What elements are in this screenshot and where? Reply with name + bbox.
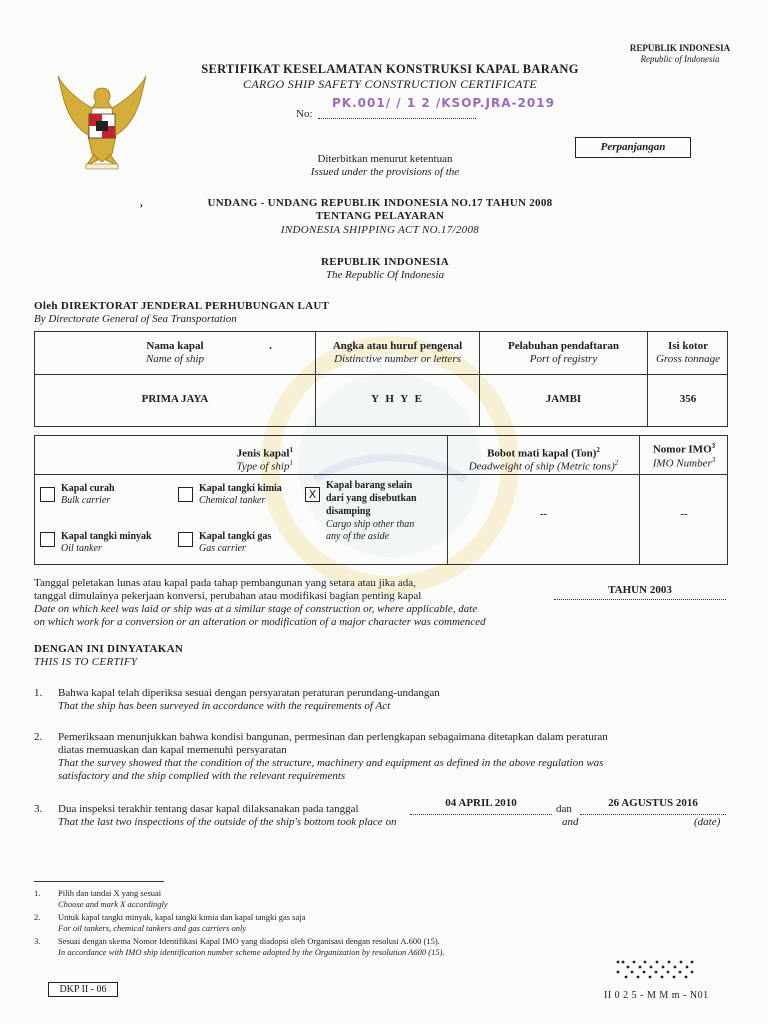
directorate-line-en: By Directorate General of Sea Transportation — [34, 313, 237, 325]
item-1-number: 1. — [34, 687, 43, 699]
bulk-carrier-checkbox[interactable] — [40, 487, 55, 502]
republic-title-en: The Republic Of Indonesia — [325, 269, 445, 281]
issued-under: Diterbitkan menurut ketentuan — [317, 153, 453, 165]
footnote-3-text-en: In accordance with IMO ship identification number scheme adopted by the Organization by resolution A600 (15). — [58, 947, 445, 957]
distinctive-value: Y H Y E — [371, 393, 424, 405]
footnote-3-text: Sesuai dengan skema Nomor Identifikasi Kapal IMO yang diadopsi oleh Organisasi dengan resolusi A.600 (15). — [58, 936, 440, 946]
act-title: UNDANG - UNDANG REPUBLIK INDONESIA NO.17 TAHUN 2008 — [207, 197, 553, 209]
directorate-line: Oleh DIREKTORAT JENDERAL PERHUBUNGAN LAUT — [34, 300, 330, 312]
certificate-number-stamp: PK.001/ / 1 2 /KSOP.JRA-2019 — [332, 96, 555, 110]
ship-table — [34, 331, 728, 427]
ship-type-header: Jenis kapal$^1$ — [236, 446, 293, 460]
act-bullet: , — [140, 197, 143, 209]
gas-carrier-checkbox[interactable] — [178, 532, 193, 547]
ship-type-header-en: Type of ship$^1$ — [236, 459, 293, 473]
port-header: Pelabuhan pendaftaran — [508, 340, 619, 352]
deadweight-header-en: Deadweight of ship (Metric tons)$^2$ — [468, 459, 619, 473]
distinctive-header: Angka atau huruf pengenal — [332, 340, 463, 352]
footnote-divider — [34, 881, 164, 882]
number-label: No: — [296, 108, 313, 120]
other-cargo-ship-label-3: disamping — [326, 506, 371, 517]
certify-heading: DENGAN INI DINYATAKAN — [34, 643, 184, 655]
footnote-3-number: 3. — [34, 936, 41, 946]
keel-date-value: TAHUN 2003 — [608, 584, 672, 596]
item-3-text: Dua inspeksi terakhir tentang dasar kapal dilaksanakan pada tanggal — [58, 803, 359, 815]
country-name-en: Republic of Indonesia — [640, 54, 720, 64]
inspection-date-1: 04 APRIL 2010 — [445, 797, 517, 809]
gas-carrier-label-en: Gas carrier — [199, 543, 246, 554]
item-2-text-1: Pemeriksaan menunjukkan bahwa kondisi bangunan, permesinan dan perlengkapan sebagaimana ditetapkan dalam peraturan — [58, 731, 608, 743]
act-subtitle: TENTANG PELAYARAN — [315, 210, 445, 222]
ship-type-table — [34, 435, 728, 565]
port-value: JAMBI — [545, 393, 582, 405]
form-code-box: DKP II - 06 — [48, 982, 118, 997]
item-2-text-en-2: satisfactory and the ship complied with the relevant requirements — [58, 770, 346, 782]
ship-name-header-en: Name of ship — [145, 353, 205, 365]
inspection-date-2: 26 AGUSTUS 2016 — [608, 797, 698, 809]
item-2-number: 2. — [34, 731, 43, 743]
imo-value: -- — [680, 508, 688, 520]
port-header-en: Port of registry — [529, 353, 598, 365]
ship-name-header: Nama kapal — [146, 340, 204, 352]
imo-header-en: IMO Number$^3$ — [652, 456, 716, 470]
other-cargo-ship-label-en-2: any of the aside — [326, 531, 390, 542]
act-title-en: INDONESIA SHIPPING ACT NO.17/2008 — [280, 224, 480, 236]
chemical-tanker-label: Kapal tangki kimia — [199, 483, 282, 494]
footnote-1-text-en: Choose and mark X accordingly — [58, 899, 168, 909]
chemical-tanker-label-en: Chemical tanker — [199, 495, 266, 506]
footnote-1-text: Pilih dan tandai X yang sesuai — [58, 888, 162, 898]
keel-text-1: Tanggal peletakan lunas atau kapal pada tahap pembangunan yang setara atau jika ada, — [34, 577, 416, 589]
garuda-emblem — [52, 70, 152, 172]
oil-tanker-checkbox[interactable] — [40, 532, 55, 547]
renewal-box: Perpanjangan — [575, 137, 691, 158]
keel-text-en-2: on which work for a conversion or an alteration or modification of a major character was commenced — [34, 616, 486, 628]
item-3-number: 3. — [34, 803, 43, 815]
serial-number: II 0 2 5 - M M m - N01 — [604, 990, 709, 1001]
ship-name-value: PRIMA JAYA — [141, 393, 209, 405]
keel-text-2: tanggal dimulainya pekerjaan konversi, perubahan atau modifikasi bagian penting kapal — [34, 590, 422, 602]
date-label: (date) — [694, 816, 721, 828]
footnote-1-number: 1. — [34, 888, 41, 898]
certificate-title: SERTIFIKAT KESELAMATAN KONSTRUKSI KAPAL BARANG — [201, 62, 579, 76]
oil-tanker-label-en: Oil tanker — [61, 543, 102, 554]
item-3-text-en: That the last two inspections of the outside of the ship's bottom took place on — [58, 816, 397, 828]
deadweight-value: -- — [539, 508, 548, 520]
certificate-title-en: CARGO SHIP SAFETY CONSTRUCTION CERTIFICATE — [243, 77, 537, 91]
and-label: dan — [556, 803, 572, 815]
bulk-carrier-label: Kapal curah — [61, 483, 115, 494]
chemical-tanker-checkbox[interactable] — [178, 487, 193, 502]
item-2-text-en-1: That the survey showed that the condition of the structure, machinery and equipment as defined in the above regulation was — [58, 757, 604, 769]
item-1-text-en: That the ship has been surveyed in accordance with the requirements of Act — [58, 700, 391, 712]
country-name: REPUBLIK INDONESIA — [629, 43, 731, 53]
imo-header: Nomor IMO$^3$ — [652, 442, 716, 456]
republic-title: REPUBLIK INDONESIA — [321, 256, 449, 268]
stray-dot: . — [269, 338, 272, 352]
other-cargo-ship-label-1: Kapal barang selain — [326, 480, 413, 491]
distinctive-header-en: Distinctive number or letters — [334, 353, 461, 365]
oil-tanker-label: Kapal tangki minyak — [61, 531, 152, 542]
other-cargo-ship-label-2: dari yang disebutkan — [326, 493, 417, 504]
item-1-text: Bahwa kapal telah diperiksa sesuai dengan persyaratan peraturan perundang-undangan — [58, 687, 440, 699]
deadweight-header: Bobot mati kapal (Ton)$^2$ — [487, 446, 600, 460]
footnote-2-number: 2. — [34, 912, 41, 922]
gross-tonnage-header-en: Gross tonnage — [655, 353, 721, 365]
issued-under-en: Issued under the provisions of the — [310, 166, 460, 178]
and-label-en: and — [562, 816, 579, 828]
gross-tonnage-value: 356 — [679, 393, 697, 405]
keel-text-en-1: Date on which keel was laid or ship was at a similar stage of construction or, where applicable, date — [34, 603, 478, 615]
security-dot-pattern — [614, 958, 696, 982]
other-cargo-ship-label-en-1: Cargo ship other than — [326, 519, 415, 530]
gross-tonnage-header: Isi kotor — [667, 340, 709, 352]
other-cargo-ship-checkbox[interactable]: X — [305, 487, 320, 502]
footnote-2-text: Untuk kapal tangki minyak, kapal tangki kimia dan kapal tangki gas saja — [58, 912, 306, 922]
gas-carrier-label: Kapal tangki gas — [199, 531, 272, 542]
item-2-text-2: diatas memuaskan dan kapal memenuhi persyaratan — [58, 744, 287, 756]
bulk-carrier-label-en: Bulk carrier — [61, 495, 111, 506]
footnote-2-text-en: For oil tankers, chemical tankers and gas carriers only — [58, 923, 247, 933]
certify-heading-en: THIS IS TO CERTIFY — [34, 656, 138, 668]
